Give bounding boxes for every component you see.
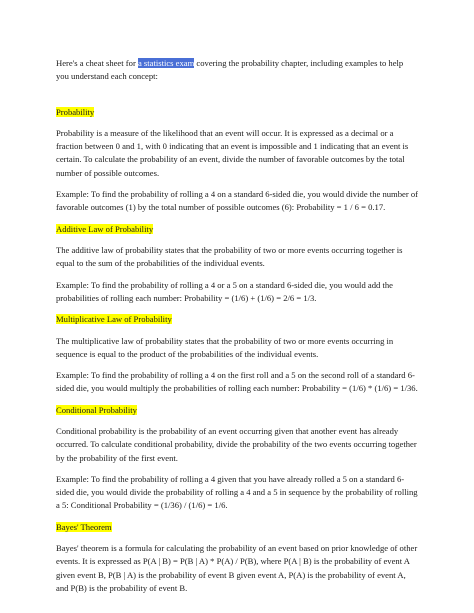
section-paragraph: The multiplicative law of probability states that the probability of two or more events occurring in sequence is equal to the product of the probabilities of the individual events. — [56, 335, 394, 359]
heading-highlight: Additive Law of Probability — [56, 223, 154, 234]
section-example: Example: To find the probability of rolling a 4 given that you have already rolled a 5 on a standard 6-sided die, you would divide the probability of rolling a 4 and a 5 in sequence by the probability of rolling a 5: Conditional Probability = (1/36) / (1/6) = 1/6. — [56, 473, 418, 511]
blank-line — [56, 92, 418, 106]
section-heading-multiplicative-law — [56, 313, 418, 326]
section-heading-conditional-probability — [56, 404, 418, 417]
section-paragraph: Probability is a measure of the likelihood that an event will occur. It is expressed as a decimal or a fraction between 0 and 1, with 0 indicating that an event is impossible and 1 indicating that an event is certain. To calculate the probability of an event, divide the number of favorable outcomes by the total number of possible outcomes. — [56, 127, 409, 178]
section-paragraph: The additive law of probability states that the probability of two or more events occurring together is equal to the sum of the probabilities of the individual events. — [56, 244, 403, 269]
heading-highlight: Probability — [56, 106, 95, 117]
section-example: Example: To find the probability of rolling a 4 on a standard 6-sided die, you would divide the number of favorable outcomes (1) by the total number of possible outcomes (6): Probability = 1 / 6 = 0.17. — [56, 188, 419, 213]
heading-highlight: Conditional Probability — [56, 404, 137, 415]
section-heading-probability — [56, 106, 418, 119]
section-paragraph: Conditional probability is the probability of an event occurring given that another event has already occurred. To calculate conditional probability, divide the probability of the two events occurring together by the probability of the first event. — [56, 426, 417, 463]
document-body[interactable] — [56, 57, 418, 603]
section-example: Example: To find the probability of rolling a 4 on the first roll and a 5 on the second roll of a standard 6-sided die, you would multiply the probabilities of rolling each number: Probability = (1/6) * (1/6) = 1/36. — [56, 370, 418, 394]
intro-paragraph — [56, 57, 418, 83]
section-heading-additive-law — [56, 223, 418, 236]
heading-highlight: Bayes' Theorem — [56, 521, 112, 532]
intro-text-before: Here's a cheat sheet for — [56, 58, 138, 68]
section-heading-bayes-theorem — [56, 521, 418, 534]
heading-highlight: Multiplicative Law of Probability — [56, 314, 172, 325]
section-example: Example: To find the probability of rolling a 4 or a 5 on a standard 6-sided die, you would add the probabilities of rolling each number: Probability = (1/6) + (1/6) = 2/6 = 1/3. — [56, 279, 393, 303]
intro-text-after: covering the probability chapter, including examples to help you understand each concept: — [56, 58, 404, 82]
section-paragraph: Bayes' theorem is a formula for calculating the probability of an event based on prior knowledge of other events. It is expressed as P(A | B) = P(B | A) * P(A) / P(B), where P(A | B) is the probability of event A given event B, P(B | A) is the probability of event B given event A, P(A) is the probability of event A, and P(B) is the probability of event B. — [56, 543, 418, 593]
selected-text[interactable]: a statistics exam — [137, 58, 195, 68]
